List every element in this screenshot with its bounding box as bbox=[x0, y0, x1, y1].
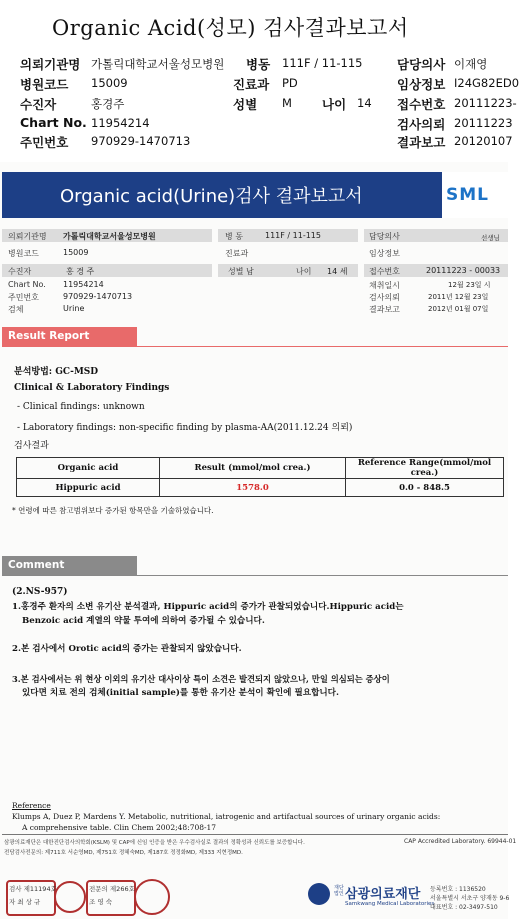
report-value: 20120107 bbox=[454, 134, 513, 148]
comment-header bbox=[2, 556, 137, 576]
col-organic-acid: Organic acid bbox=[17, 458, 160, 479]
form-specimen-label: 검체 bbox=[8, 305, 24, 314]
reference-line-2: A comprehensive table. Clin Chem 2002;48:708-17 bbox=[22, 823, 217, 832]
form-request-label: 검사의뢰 bbox=[369, 293, 400, 302]
red-seal bbox=[134, 879, 170, 915]
request-label: 검사의뢰 bbox=[397, 117, 446, 132]
patient-value: 홍경주 bbox=[91, 97, 125, 111]
comment-label: Comment bbox=[8, 559, 65, 571]
laboratory-finding: - Laboratory findings: non-specific finding by plasma-AA(2011.12.24 의뢰) bbox=[17, 423, 353, 433]
form-chart-value: 11954214 bbox=[63, 280, 104, 289]
form-doctor-value: 선생님 bbox=[481, 234, 500, 242]
report-label: 결과보고 bbox=[397, 135, 446, 150]
seal-2-line-1: 전문의 제266호 bbox=[89, 885, 135, 893]
form-patient-value: 홍 경 주 bbox=[66, 267, 95, 276]
findings-title: Clinical & Laboratory Findings bbox=[14, 383, 170, 393]
cap-text: CAP Accredited Laboratory. 69944-01 bbox=[404, 838, 517, 845]
form-collect-label: 채취일시 bbox=[369, 281, 400, 290]
reference-label: Reference bbox=[12, 801, 51, 810]
request-value: 20111223 bbox=[454, 116, 513, 130]
chart-no-value: 11954214 bbox=[91, 116, 150, 130]
rrn-label: 주민번호 bbox=[20, 135, 69, 150]
form-clinical-label: 임상정보 bbox=[369, 249, 400, 258]
sex-value: M bbox=[282, 96, 292, 110]
table-row bbox=[17, 479, 504, 497]
result-report-label: Result Report bbox=[8, 330, 90, 342]
form-ward-label: 병 동 bbox=[225, 232, 243, 241]
form-age-value: 14 세 bbox=[327, 267, 348, 276]
req-org-value: 가톨릭대학교서울성모병원 bbox=[91, 57, 225, 71]
reference-line-1: Klumps A, Duez P, Mardens Y. Metabolic, nutritional, iatrogenic and artifactual sources of urinary organic acids: bbox=[12, 812, 441, 821]
section-divider bbox=[2, 346, 508, 347]
dept-label: 진료과 bbox=[233, 77, 270, 92]
form-dept-label: 진료과 bbox=[225, 249, 249, 258]
comment-item-3-cont: 있다면 치료 전의 검체(initial sample)를 통한 유기산 분석이 확인에 필요합니다. bbox=[22, 688, 339, 698]
foundation-phone: 대표번호 : 02-3497-510 bbox=[430, 904, 498, 911]
form-req-org-value: 가톨릭대학교서울성모병원 bbox=[63, 232, 156, 241]
form-receipt-value: 20111223 - 00033 bbox=[426, 266, 501, 275]
hosp-code-label: 병원코드 bbox=[20, 77, 69, 92]
form-age-label: 나이 bbox=[296, 267, 312, 276]
method-text: 분석방법: GC-MSD bbox=[14, 367, 99, 377]
col-reference-range: Reference Range(mmol/mol crea.) bbox=[346, 458, 504, 479]
receipt-label: 접수번호 bbox=[397, 97, 446, 112]
hosp-code-value: 15009 bbox=[91, 76, 128, 90]
form-request-value: 2011년 12월 23일 bbox=[428, 293, 489, 301]
specialists-text: 전담검사전문의: 제711호 서순영MD, 제751호 정혜숙MD, 제187호 정정화MD, 제333 지현정MD. bbox=[4, 850, 243, 856]
form-req-org-label: 의뢰기관명 bbox=[8, 232, 47, 241]
age-label: 나이 bbox=[322, 97, 347, 112]
form-hosp-code-label: 병원코드 bbox=[8, 249, 39, 258]
registration-number: 등록번호 : 1136520 bbox=[430, 886, 486, 893]
form-doctor-label: 담당의사 bbox=[369, 232, 400, 241]
cell-acid-name: Hippuric acid bbox=[17, 479, 160, 497]
footer-divider bbox=[2, 834, 508, 835]
form-rrn-value: 970929-1470713 bbox=[63, 292, 133, 301]
rrn-value: 970929-1470713 bbox=[91, 134, 191, 148]
comment-item-3: 3.본 검사에서는 위 현상 이외의 유기산 대사이상 특이 소견은 발견되지 않았으나, 만일 의심되는 증상이 bbox=[12, 674, 390, 684]
form-patient-label: 수진자 bbox=[8, 267, 32, 276]
form-band bbox=[2, 264, 212, 277]
form-ward-value: 111F / 11-115 bbox=[265, 231, 321, 240]
ward-label: 병동 bbox=[246, 57, 271, 72]
accreditation-text: 삼광의료재단은 대한진단검사의학회(KSLM) 및 CAP에 신임 인증을 받은 우수검사실로 결과의 정확성과 신뢰도를 보증합니다. bbox=[4, 840, 305, 846]
foundation-logo-icon bbox=[308, 883, 330, 905]
ward-value: 111F / 11-115 bbox=[282, 56, 363, 70]
table-header-row bbox=[17, 458, 504, 479]
foundation-name: 삼광의료재단 bbox=[345, 887, 421, 902]
form-hosp-code-value: 15009 bbox=[63, 248, 89, 257]
results-table bbox=[16, 457, 504, 497]
seal-2-line-2: 조 영 숙 bbox=[89, 898, 112, 906]
foundation-type: 재단법인 bbox=[334, 885, 344, 897]
clinical-value: I24G82ED0 bbox=[454, 76, 519, 90]
banner-title: Organic acid(Urine)검사 결과보고서 bbox=[60, 186, 363, 207]
sex-label: 성별 bbox=[233, 97, 258, 112]
cell-result-value: 1578.0 bbox=[160, 479, 346, 497]
section-divider bbox=[2, 575, 508, 576]
comment-item-1: 1.홍경주 환자의 소변 유기산 분석결과, Hippuric acid의 증가가 관찰되었습니다.Hippuric acid는 bbox=[12, 602, 404, 612]
red-seal bbox=[54, 881, 86, 913]
document-title: Organic Acid(성모) 검사결과보고서 bbox=[52, 16, 409, 40]
dept-value: PD bbox=[282, 76, 298, 90]
form-specimen-value: Urine bbox=[63, 304, 85, 313]
results-label: 검사결과 bbox=[14, 441, 49, 451]
doctor-label: 담당의사 bbox=[397, 57, 446, 72]
sml-logo: SML bbox=[446, 185, 489, 205]
chart-no-label: Chart No. bbox=[20, 115, 87, 130]
foundation-en: Samkwang Medical Laboratories bbox=[345, 901, 435, 907]
form-receipt-label: 접수번호 bbox=[369, 267, 400, 276]
result-report-header bbox=[2, 327, 137, 347]
form-report-value: 2012년 01월 07일 bbox=[428, 305, 489, 313]
comment-item-1-cont: Benzoic acid 계열의 약물 투여에 의하여 증가될 수 있습니다. bbox=[22, 616, 265, 626]
req-org-label: 의뢰기관명 bbox=[20, 57, 81, 72]
table-footnote: * 연령에 따른 참고범위보다 증가된 항목만을 기술하였습니다. bbox=[12, 506, 214, 515]
form-sex-label: 성별 남 bbox=[228, 267, 254, 276]
form-collect-value: 12월 23일 시 bbox=[448, 281, 491, 289]
col-result: Result (mmol/mol crea.) bbox=[160, 458, 346, 479]
receipt-value: 20111223- bbox=[454, 96, 517, 110]
comment-code: (2.NS-957) bbox=[12, 587, 68, 597]
clinical-finding: - Clinical findings: unknown bbox=[17, 402, 145, 412]
form-rrn-label: 주민번호 bbox=[8, 293, 39, 302]
clinical-label: 임상정보 bbox=[397, 77, 446, 92]
seal-1-line-2: 자 최 상 규 bbox=[9, 898, 41, 906]
doctor-value: 이재영 bbox=[454, 57, 488, 71]
foundation-address: 서울특별시 서초구 양재동 9-6 bbox=[430, 895, 510, 902]
patient-label: 수진자 bbox=[20, 97, 57, 112]
age-value: 14 bbox=[357, 96, 372, 110]
form-report-label: 결과보고 bbox=[369, 305, 400, 314]
seal-1-line-1: 검사 제11194호 bbox=[9, 885, 57, 893]
cell-reference-range: 0.0 - 848.5 bbox=[346, 479, 504, 497]
form-chart-label: Chart No. bbox=[8, 280, 46, 289]
comment-item-2: 2.본 검사에서 Orotic acid의 증가는 관찰되지 않았습니다. bbox=[12, 644, 242, 654]
